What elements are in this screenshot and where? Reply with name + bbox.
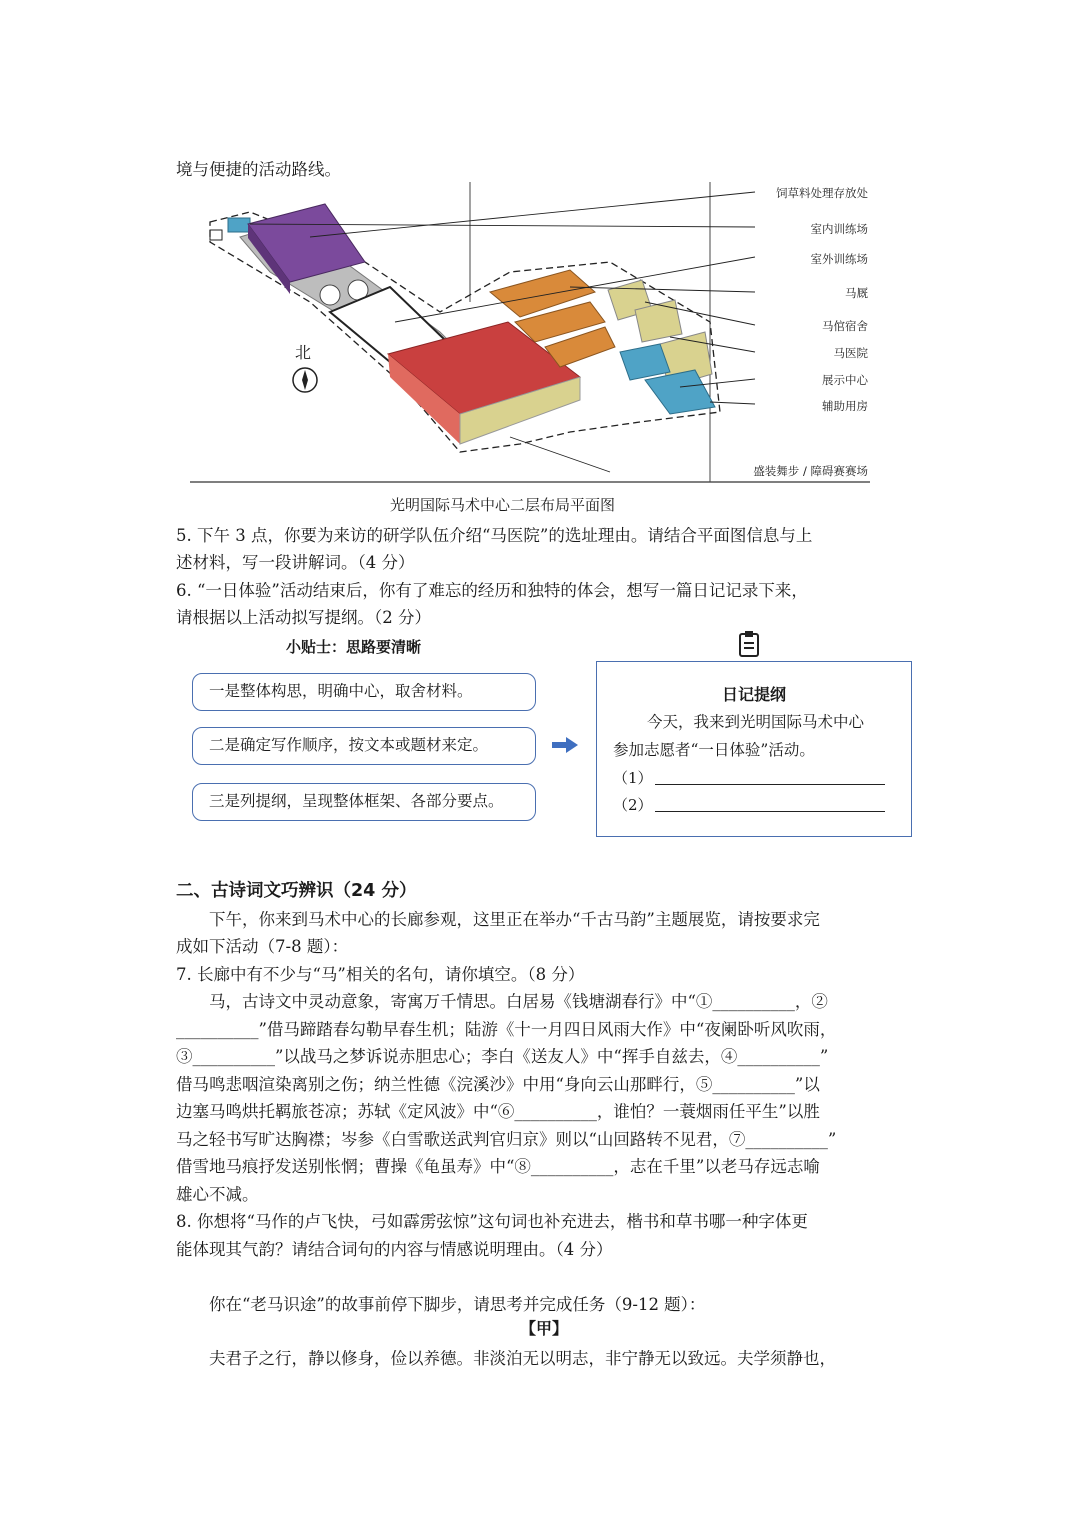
diary-blank-2[interactable] bbox=[655, 811, 885, 812]
q8-line-2: 能体现其气韵？请结合词句的内容与情感说明理由。（4 分） bbox=[176, 1240, 613, 1259]
diary-title: 日记提纲 bbox=[721, 685, 786, 704]
q7-text-line: ③__________”以战马之梦诉说赤胆忠心；李白《送友人》中“挥手自兹去，④__________” bbox=[176, 1047, 829, 1066]
legend-horse-hospital: 马医院 bbox=[833, 346, 868, 360]
legend-dressage-arena: 盛装舞步 / 障碍赛赛场 bbox=[753, 464, 868, 478]
legend-display-center: 展示中心 bbox=[822, 373, 868, 387]
figure-caption: 光明国际马术中心二层布局平面图 bbox=[390, 496, 616, 514]
legend-groom-dorm: 马倌宿舍 bbox=[822, 319, 868, 333]
q8-line-1: 8. 你想将“马作的卢飞快，弓如霹雳弦惊”这句词也补充进去，楷书和草书哪一种字体更 bbox=[176, 1212, 808, 1231]
clipboard-icon bbox=[738, 630, 760, 662]
q7-text-line: 边塞马鸣烘托羁旅苍凉；苏轼《定风波》中“⑥__________，谁怕？一蓑烟雨任平生”以胜 bbox=[176, 1102, 820, 1121]
layout-plan-figure bbox=[190, 182, 880, 494]
tip-box-2: 二是确定写作顺序，按文本或题材来定。 bbox=[192, 727, 536, 765]
diary-line-1: 今天，我来到光明国际马术中心 bbox=[647, 713, 865, 731]
q7-title: 7. 长廊中有不少与“马”相关的名句，请你填空。（8 分） bbox=[176, 965, 585, 984]
q6-line-1: 6. “一日体验”活动结束后，你有了难忘的经历和独特的体会，想写一篇日记记录下来， bbox=[176, 581, 808, 600]
q6-line-2: 请根据以上活动拟写提纲。（2 分） bbox=[176, 608, 431, 627]
arrow-right-icon bbox=[552, 737, 578, 757]
story-intro: 你在“老马识途”的故事前停下脚步，请思考并完成任务（9-12 题）： bbox=[209, 1295, 706, 1314]
diary-outline-box bbox=[596, 661, 912, 837]
q7-text-line: 马之轻书写旷达胸襟；岑参《白雪歌送武判官归京》则以“山回路转不见君，⑦__________” bbox=[176, 1130, 837, 1149]
tip-box-3: 三是列提纲，呈现整体框架、各部分要点。 bbox=[192, 783, 536, 821]
q7-text-line: 马，古诗文中灵动意象，寄寓万千情思。白居易《钱塘湖春行》中“①__________，② bbox=[209, 992, 828, 1011]
tip-box-1: 一是整体构思，明确中心，取舍材料。 bbox=[192, 673, 536, 711]
jia-marker: 【甲】 bbox=[520, 1319, 569, 1338]
q7-text-line: 借雪地马痕抒发送别怅惘；曹操《龟虽寿》中“⑧__________，志在千里”以老马存远志喻 bbox=[176, 1157, 820, 1176]
legend-feed-storage: 饲草料处理存放处 bbox=[776, 186, 868, 200]
q7-text-line: 借马鸣悲咽渲染离别之伤；纳兰性德《浣溪沙》中用“身向云山那畔行，⑤__________”以 bbox=[176, 1075, 820, 1094]
diary-line-2: 参加志愿者“一日体验”活动。 bbox=[613, 741, 815, 759]
legend-outdoor-arena: 室外训练场 bbox=[810, 252, 868, 266]
legend-indoor-arena: 室内训练场 bbox=[810, 222, 868, 236]
north-label: 北 bbox=[295, 343, 312, 362]
q7-text-line: 雄心不减。 bbox=[176, 1185, 259, 1204]
section-2-heading: 二、古诗词文巧辨识（24 分） bbox=[176, 881, 417, 901]
legend-auxiliary: 辅助用房 bbox=[822, 399, 868, 413]
jia-text: 夫君子之行，静以修身，俭以养德。非淡泊无以明志，非宁静无以致远。夫学须静也， bbox=[209, 1349, 836, 1368]
tips-title: 小贴士：思路要清晰 bbox=[286, 638, 422, 656]
section-2-intro-2: 成如下活动（7-8 题）： bbox=[176, 937, 349, 956]
q5-line-1: 5. 下午 3 点，你要为来访的研学队伍介绍“马医院”的选址理由。请结合平面图信息与上 bbox=[176, 526, 813, 545]
diary-blank-1[interactable] bbox=[655, 784, 885, 785]
section-2-intro-1: 下午，你来到马术中心的长廊参观，这里正在举办“千古马韵”主题展览，请按要求完 bbox=[209, 910, 820, 929]
legend-stable: 马厩 bbox=[845, 286, 868, 300]
feed-storage-block bbox=[228, 218, 250, 232]
diary-item-1: （1） bbox=[613, 769, 653, 787]
continued-text-line: 境与便捷的活动路线。 bbox=[176, 160, 341, 179]
q7-text-line: __________”借马蹄踏春勾勒早春生机；陆游《十一月四日风雨大作》中“夜阑卧听风吹雨， bbox=[176, 1020, 837, 1039]
diary-item-2: （2） bbox=[613, 796, 653, 814]
floor-plan-drawing bbox=[190, 182, 880, 494]
q5-line-2: 述材料，写一段讲解词。（4 分） bbox=[176, 553, 415, 572]
